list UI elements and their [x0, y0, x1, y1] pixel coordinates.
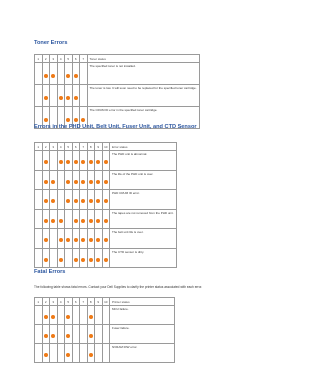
- led-cell: [80, 229, 88, 249]
- led-cell: [95, 229, 103, 249]
- led-cell: [102, 209, 110, 229]
- led-cell: [57, 248, 65, 268]
- led-on-icon: [44, 315, 48, 319]
- led-on-icon: [104, 258, 108, 262]
- led-cell: [72, 306, 80, 325]
- led-cell: [102, 248, 110, 268]
- status-cell: The CRUM ID error in the specified toner cartridge.: [87, 107, 199, 129]
- led-cell: [95, 248, 103, 268]
- led-column-header: 3: [50, 143, 58, 151]
- led-cell: [57, 151, 65, 171]
- led-on-icon: [81, 160, 85, 164]
- led-on-icon: [44, 180, 48, 184]
- led-column-header: 4: [57, 143, 65, 151]
- led-cell: [35, 151, 43, 171]
- led-column-header: 9: [95, 143, 103, 151]
- led-on-icon: [66, 315, 70, 319]
- table-row: [35, 325, 175, 344]
- led-cell: [35, 190, 43, 210]
- led-on-icon: [96, 238, 100, 242]
- table-row: [35, 248, 177, 268]
- led-on-icon: [81, 258, 85, 262]
- led-cell: [50, 63, 58, 85]
- led-on-icon: [104, 238, 108, 242]
- fatal-errors-table: [34, 297, 175, 363]
- led-column-header: 5: [65, 55, 73, 63]
- led-cell: [57, 63, 65, 85]
- led-cell: [57, 306, 65, 325]
- led-column-header: 6: [72, 143, 80, 151]
- led-on-icon: [51, 180, 55, 184]
- status-cell: The life of the PHD unit is over.: [110, 170, 177, 190]
- led-column-header: 8: [87, 143, 95, 151]
- led-cell: [72, 325, 80, 344]
- led-on-icon: [66, 74, 70, 78]
- led-cell: [87, 248, 95, 268]
- led-cell: [72, 209, 80, 229]
- led-cell: [102, 306, 110, 325]
- led-on-icon: [89, 219, 93, 223]
- led-cell: [102, 325, 110, 344]
- led-column-header: 7: [80, 143, 88, 151]
- led-on-icon: [44, 118, 48, 122]
- unit-errors-title: Errors in the PHD Unit, Belt Unit, Fuser Unit, and CTD Sensor: [34, 124, 197, 130]
- led-column-header: 2: [42, 298, 50, 306]
- table-header-row: [35, 298, 175, 306]
- led-cell: [80, 170, 88, 190]
- led-cell: [50, 170, 58, 190]
- led-cell: [50, 325, 58, 344]
- led-on-icon: [89, 353, 93, 357]
- status-cell: The PHD unit is abnormal.: [110, 151, 177, 171]
- led-cell: [50, 344, 58, 363]
- led-cell: [50, 248, 58, 268]
- led-cell: [57, 209, 65, 229]
- led-cell: [87, 229, 95, 249]
- led-cell: [50, 209, 58, 229]
- led-on-icon: [51, 219, 55, 223]
- led-on-icon: [96, 160, 100, 164]
- led-cell: [65, 209, 73, 229]
- led-cell: [42, 209, 50, 229]
- led-on-icon: [59, 238, 63, 242]
- table-row: [35, 229, 177, 249]
- led-cell: [80, 325, 88, 344]
- led-on-icon: [81, 118, 85, 122]
- toner-errors-table: [34, 54, 200, 129]
- led-cell: [65, 344, 73, 363]
- led-cell: [65, 151, 73, 171]
- led-cell: [95, 344, 103, 363]
- led-cell: [102, 229, 110, 249]
- led-cell: [65, 306, 73, 325]
- led-cell: [65, 170, 73, 190]
- led-column-header: 5: [65, 143, 73, 151]
- led-cell: [35, 170, 43, 190]
- led-on-icon: [66, 180, 70, 184]
- fatal-errors-title: Fatal Errors: [34, 269, 66, 275]
- led-column-header: 10: [102, 298, 110, 306]
- led-column-header: 9: [95, 298, 103, 306]
- status-cell: The belt unit life is over.: [110, 229, 177, 249]
- status-column-header: Printer status: [110, 298, 175, 306]
- status-column-header: Toner status: [87, 55, 199, 63]
- led-cell: [72, 344, 80, 363]
- led-column-header: 7: [80, 298, 88, 306]
- led-cell: [57, 229, 65, 249]
- led-on-icon: [74, 180, 78, 184]
- led-on-icon: [44, 238, 48, 242]
- led-cell: [80, 209, 88, 229]
- led-cell: [72, 170, 80, 190]
- table-row: [35, 306, 175, 325]
- led-cell: [65, 229, 73, 249]
- led-cell: [42, 170, 50, 190]
- led-on-icon: [74, 199, 78, 203]
- led-cell: [72, 151, 80, 171]
- led-column-header: 1: [35, 55, 43, 63]
- led-cell: [50, 190, 58, 210]
- led-on-icon: [74, 74, 78, 78]
- led-on-icon: [66, 199, 70, 203]
- fatal-errors-description: The following table shows fatal errors. Contact your Dell Supplies to clarify the printer status associated with each error.: [34, 285, 203, 289]
- led-cell: [95, 190, 103, 210]
- table-row: [35, 170, 177, 190]
- led-cell: [35, 229, 43, 249]
- table-header-row: [35, 143, 177, 151]
- led-on-icon: [104, 180, 108, 184]
- led-cell: [35, 209, 43, 229]
- led-on-icon: [96, 199, 100, 203]
- led-on-icon: [44, 258, 48, 262]
- led-cell: [102, 170, 110, 190]
- led-on-icon: [74, 160, 78, 164]
- led-column-header: 8: [87, 298, 95, 306]
- status-cell: The CTD sensor is dirty.: [110, 248, 177, 268]
- led-cell: [42, 85, 50, 107]
- led-on-icon: [96, 180, 100, 184]
- led-cell: [42, 190, 50, 210]
- led-cell: [72, 229, 80, 249]
- led-cell: [35, 306, 43, 325]
- led-cell: [80, 85, 88, 107]
- led-on-icon: [74, 238, 78, 242]
- led-on-icon: [66, 353, 70, 357]
- led-column-header: 10: [102, 143, 110, 151]
- led-cell: [65, 63, 73, 85]
- led-on-icon: [44, 334, 48, 338]
- led-cell: [72, 63, 80, 85]
- led-cell: [80, 306, 88, 325]
- table-row: [35, 344, 175, 363]
- led-on-icon: [44, 199, 48, 203]
- led-cell: [72, 85, 80, 107]
- led-cell: [42, 229, 50, 249]
- led-column-header: 3: [50, 298, 58, 306]
- led-column-header: 2: [42, 55, 50, 63]
- led-on-icon: [104, 219, 108, 223]
- led-on-icon: [74, 219, 78, 223]
- led-on-icon: [44, 160, 48, 164]
- led-cell: [87, 306, 95, 325]
- led-column-header: 4: [57, 55, 65, 63]
- table-row: [35, 151, 177, 171]
- led-cell: [102, 151, 110, 171]
- led-cell: [87, 325, 95, 344]
- led-cell: [50, 85, 58, 107]
- led-on-icon: [74, 258, 78, 262]
- led-column-header: 4: [57, 298, 65, 306]
- led-column-header: 1: [35, 298, 43, 306]
- led-on-icon: [66, 160, 70, 164]
- led-cell: [87, 190, 95, 210]
- led-on-icon: [59, 258, 63, 262]
- led-cell: [87, 209, 95, 229]
- led-column-header: 6: [72, 55, 80, 63]
- led-cell: [72, 248, 80, 268]
- status-cell: Fuser failure.: [110, 325, 175, 344]
- led-column-header: 1: [35, 143, 43, 151]
- led-cell: [95, 325, 103, 344]
- led-on-icon: [81, 199, 85, 203]
- status-cell: The tapes are not removed from the PHD unit.: [110, 209, 177, 229]
- led-cell: [50, 229, 58, 249]
- led-on-icon: [51, 199, 55, 203]
- led-on-icon: [89, 238, 93, 242]
- led-column-header: 6: [72, 298, 80, 306]
- led-cell: [95, 170, 103, 190]
- led-cell: [65, 325, 73, 344]
- led-cell: [42, 63, 50, 85]
- led-on-icon: [59, 219, 63, 223]
- led-cell: [42, 151, 50, 171]
- led-cell: [87, 170, 95, 190]
- led-cell: [35, 85, 43, 107]
- led-cell: [65, 248, 73, 268]
- led-on-icon: [81, 219, 85, 223]
- led-column-header: 2: [42, 143, 50, 151]
- led-cell: [95, 209, 103, 229]
- led-cell: [102, 344, 110, 363]
- led-cell: [50, 151, 58, 171]
- led-on-icon: [89, 315, 93, 319]
- led-on-icon: [81, 238, 85, 242]
- led-column-header: 3: [50, 55, 58, 63]
- led-column-header: 7: [80, 55, 88, 63]
- led-cell: [80, 190, 88, 210]
- led-column-header: 5: [65, 298, 73, 306]
- led-cell: [72, 190, 80, 210]
- led-on-icon: [66, 96, 70, 100]
- led-on-icon: [66, 238, 70, 242]
- led-cell: [50, 306, 58, 325]
- status-cell: The specified toner is not installed.: [87, 63, 199, 85]
- led-cell: [42, 325, 50, 344]
- led-on-icon: [51, 315, 55, 319]
- led-cell: [35, 248, 43, 268]
- led-cell: [95, 151, 103, 171]
- led-cell: [42, 344, 50, 363]
- led-on-icon: [51, 74, 55, 78]
- led-cell: [80, 151, 88, 171]
- led-cell: [87, 344, 95, 363]
- status-cell: MCU failure.: [110, 306, 175, 325]
- status-cell: NVRAM R/W error.: [110, 344, 175, 363]
- led-on-icon: [74, 96, 78, 100]
- table-row: [35, 63, 200, 85]
- led-on-icon: [89, 334, 93, 338]
- led-cell: [57, 190, 65, 210]
- status-cell: PHD CRUM ID error.: [110, 190, 177, 210]
- led-on-icon: [74, 118, 78, 122]
- table-header-row: [35, 55, 200, 63]
- toner-errors-title: Toner Errors: [34, 40, 68, 46]
- led-on-icon: [59, 160, 63, 164]
- led-cell: [57, 85, 65, 107]
- led-cell: [65, 85, 73, 107]
- led-on-icon: [44, 96, 48, 100]
- led-on-icon: [44, 74, 48, 78]
- led-cell: [42, 248, 50, 268]
- led-cell: [35, 344, 43, 363]
- led-on-icon: [104, 199, 108, 203]
- led-cell: [57, 344, 65, 363]
- led-on-icon: [96, 219, 100, 223]
- status-cell: The toner is low. It will soon need to be replaced for the specified toner cartridge.: [87, 85, 199, 107]
- led-cell: [65, 190, 73, 210]
- status-column-header: Error status: [110, 143, 177, 151]
- led-on-icon: [89, 199, 93, 203]
- led-on-icon: [59, 96, 63, 100]
- led-on-icon: [104, 160, 108, 164]
- led-cell: [102, 190, 110, 210]
- led-cell: [87, 151, 95, 171]
- table-row: [35, 209, 177, 229]
- led-on-icon: [66, 118, 70, 122]
- led-on-icon: [89, 180, 93, 184]
- led-cell: [95, 306, 103, 325]
- led-on-icon: [89, 160, 93, 164]
- led-cell: [35, 325, 43, 344]
- table-row: [35, 85, 200, 107]
- table-row: [35, 190, 177, 210]
- led-cell: [35, 63, 43, 85]
- led-on-icon: [66, 334, 70, 338]
- led-on-icon: [96, 258, 100, 262]
- led-cell: [80, 344, 88, 363]
- led-cell: [80, 63, 88, 85]
- led-cell: [57, 325, 65, 344]
- led-on-icon: [44, 219, 48, 223]
- led-cell: [57, 170, 65, 190]
- led-on-icon: [89, 258, 93, 262]
- led-on-icon: [44, 353, 48, 357]
- unit-errors-table: [34, 142, 177, 268]
- led-on-icon: [51, 334, 55, 338]
- led-cell: [42, 306, 50, 325]
- led-on-icon: [81, 180, 85, 184]
- led-cell: [80, 248, 88, 268]
